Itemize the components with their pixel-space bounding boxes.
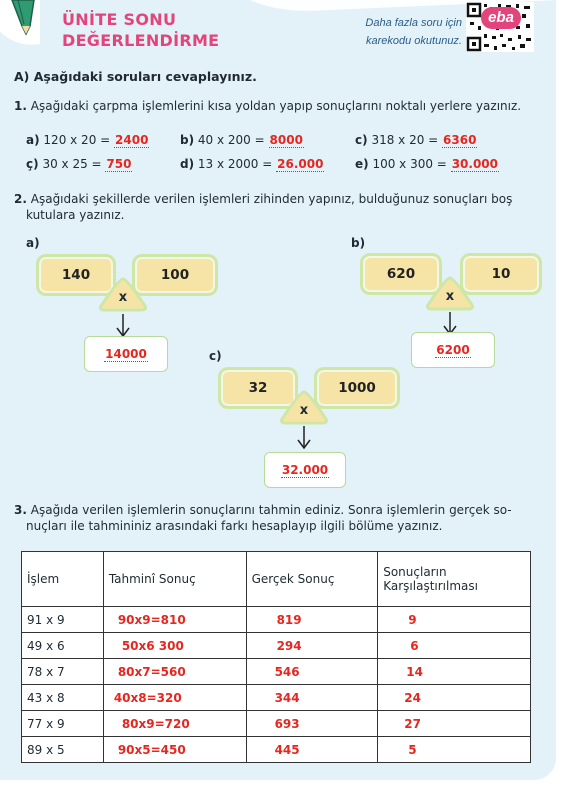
table-row [22,633,531,659]
figure-b-result-box[interactable] [411,332,495,368]
figure-b-label: b) [351,236,366,250]
figure-a-result-box[interactable] [84,336,168,372]
estimate-cell[interactable]: 80x9=720 [103,711,246,737]
item-answer[interactable]: 8000 [269,133,303,147]
item-answer[interactable]: 2400 [115,133,149,147]
estimate-cell[interactable]: 80x7=560 [103,659,246,685]
operation-cell: 91 x 9 [22,607,104,633]
qr-note-line1: Daha fazla soru için [365,17,462,29]
eba-logo: eba [481,7,521,29]
item-label: e) [355,157,369,171]
difference-cell[interactable]: 5 [378,737,531,763]
pencil-icon [8,0,46,42]
figure-a-left-number: 140 [36,254,116,296]
table-row [22,659,531,685]
figure-c-result-box[interactable] [264,452,346,488]
q1-item-d [180,157,324,171]
question-2-text [14,192,512,206]
estimate-cell[interactable]: 50x6 300 [103,633,246,659]
item-label: b) [180,133,195,147]
figure-b-result: 6200 [436,342,470,357]
q1-item-c [355,133,477,147]
actual-cell[interactable]: 819 [246,607,378,633]
figure-c-result: 32.000 [281,462,329,477]
actual-cell[interactable]: 693 [246,711,378,737]
figure-c-right-number: 1000 [314,367,400,409]
figure-c-operator: x [299,403,309,418]
estimate-cell[interactable]: 90x9=810 [103,607,246,633]
header-cell: Sonuçların Karşılaştırılması [378,552,531,607]
question-text-line1: Aşağıda verilen işlemlerin sonuçlarını tahmin ediniz. Sonra işlemlerin gerçek so- [30,503,512,517]
table-row [22,711,531,737]
figure-b-left-number: 620 [360,253,442,295]
item-label: d) [180,157,195,171]
q1-item-e [355,157,499,171]
actual-cell[interactable]: 546 [246,659,378,685]
difference-cell[interactable]: 24 [378,685,531,711]
figure-a-operator: x [118,290,128,305]
header-cell: Gerçek Sonuç [246,552,378,607]
table-row [22,737,531,763]
estimation-table [21,551,531,763]
unit-title-line1: ÜNİTE SONU [62,10,177,29]
question-number: 1. [14,99,27,113]
item-expression: 40 x 200 = [197,133,265,147]
item-label: ç) [26,157,39,171]
unit-title-line2: DEĞERLENDİRME [62,31,220,50]
estimate-cell[interactable]: 40x8=320 [103,685,246,711]
item-answer[interactable]: 30.000 [451,157,499,171]
operation-cell: 43 x 8 [22,685,104,711]
q1-item-c-cedilla [26,157,132,171]
figure-b-right-number: 10 [460,253,542,295]
item-answer[interactable]: 6360 [443,133,477,147]
item-expression: 30 x 25 = [42,157,102,171]
operation-cell: 78 x 7 [22,659,104,685]
difference-cell[interactable]: 6 [378,633,531,659]
figure-c-label: c) [209,349,222,363]
difference-cell[interactable]: 27 [378,711,531,737]
item-answer[interactable]: 26.000 [277,157,324,171]
q1-item-a [26,133,149,147]
figure-c-left-number: 32 [218,367,298,409]
arrow-down-icon [296,426,312,452]
figure-a-label: a) [26,236,40,250]
difference-cell[interactable]: 9 [378,607,531,633]
actual-cell[interactable]: 445 [246,737,378,763]
estimate-cell[interactable]: 90x5=450 [103,737,246,763]
table-row [22,607,531,633]
question-text-line1: Aşağıdaki şekillerde verilen işlemleri zihinden yapınız, bulduğunuz sonuçları boş [30,192,513,206]
item-expression: 100 x 300 = [372,157,447,171]
figure-b-operator: x [445,289,455,304]
actual-cell[interactable]: 294 [246,633,378,659]
qr-note-line2: karekodu okutunuz. [365,35,462,47]
item-label: c) [355,133,368,147]
operation-cell: 89 x 5 [22,737,104,763]
header-cell: Tahminî Sonuç [103,552,246,607]
actual-cell[interactable]: 344 [246,685,378,711]
q1-item-b [180,133,304,147]
question-number: 2. [14,192,27,206]
item-expression: 318 x 20 = [371,133,439,147]
question-text: Aşağıdaki çarpma işlemlerini kısa yoldan yapıp sonuçlarını noktalı yerlere yazınız. [30,99,522,113]
difference-cell[interactable]: 14 [378,659,531,685]
operation-cell: 49 x 6 [22,633,104,659]
header-cell: İşlem [22,552,104,607]
question-number: 3. [14,503,27,517]
figure-a-right-number: 100 [132,254,218,296]
item-expression: 120 x 20 = [43,133,111,147]
question-1-text [14,99,521,113]
operation-cell: 77 x 9 [22,711,104,737]
figure-a-result: 14000 [105,346,147,361]
question-2-text-line2: kutulara yazınız. [26,208,125,222]
item-label: a) [26,133,40,147]
item-answer[interactable]: 750 [106,157,132,171]
table-header-row [22,552,531,607]
question-3-text-line2: nuçları ile tahmininiz arasındaki farkı hesaplayıp ilgili bölüme yazınız. [26,519,443,533]
section-a-heading: A) Aşağıdaki soruları cevaplayınız. [14,69,257,84]
question-3-text [14,503,512,517]
item-expression: 13 x 2000 = [197,157,273,171]
table-row [22,685,531,711]
